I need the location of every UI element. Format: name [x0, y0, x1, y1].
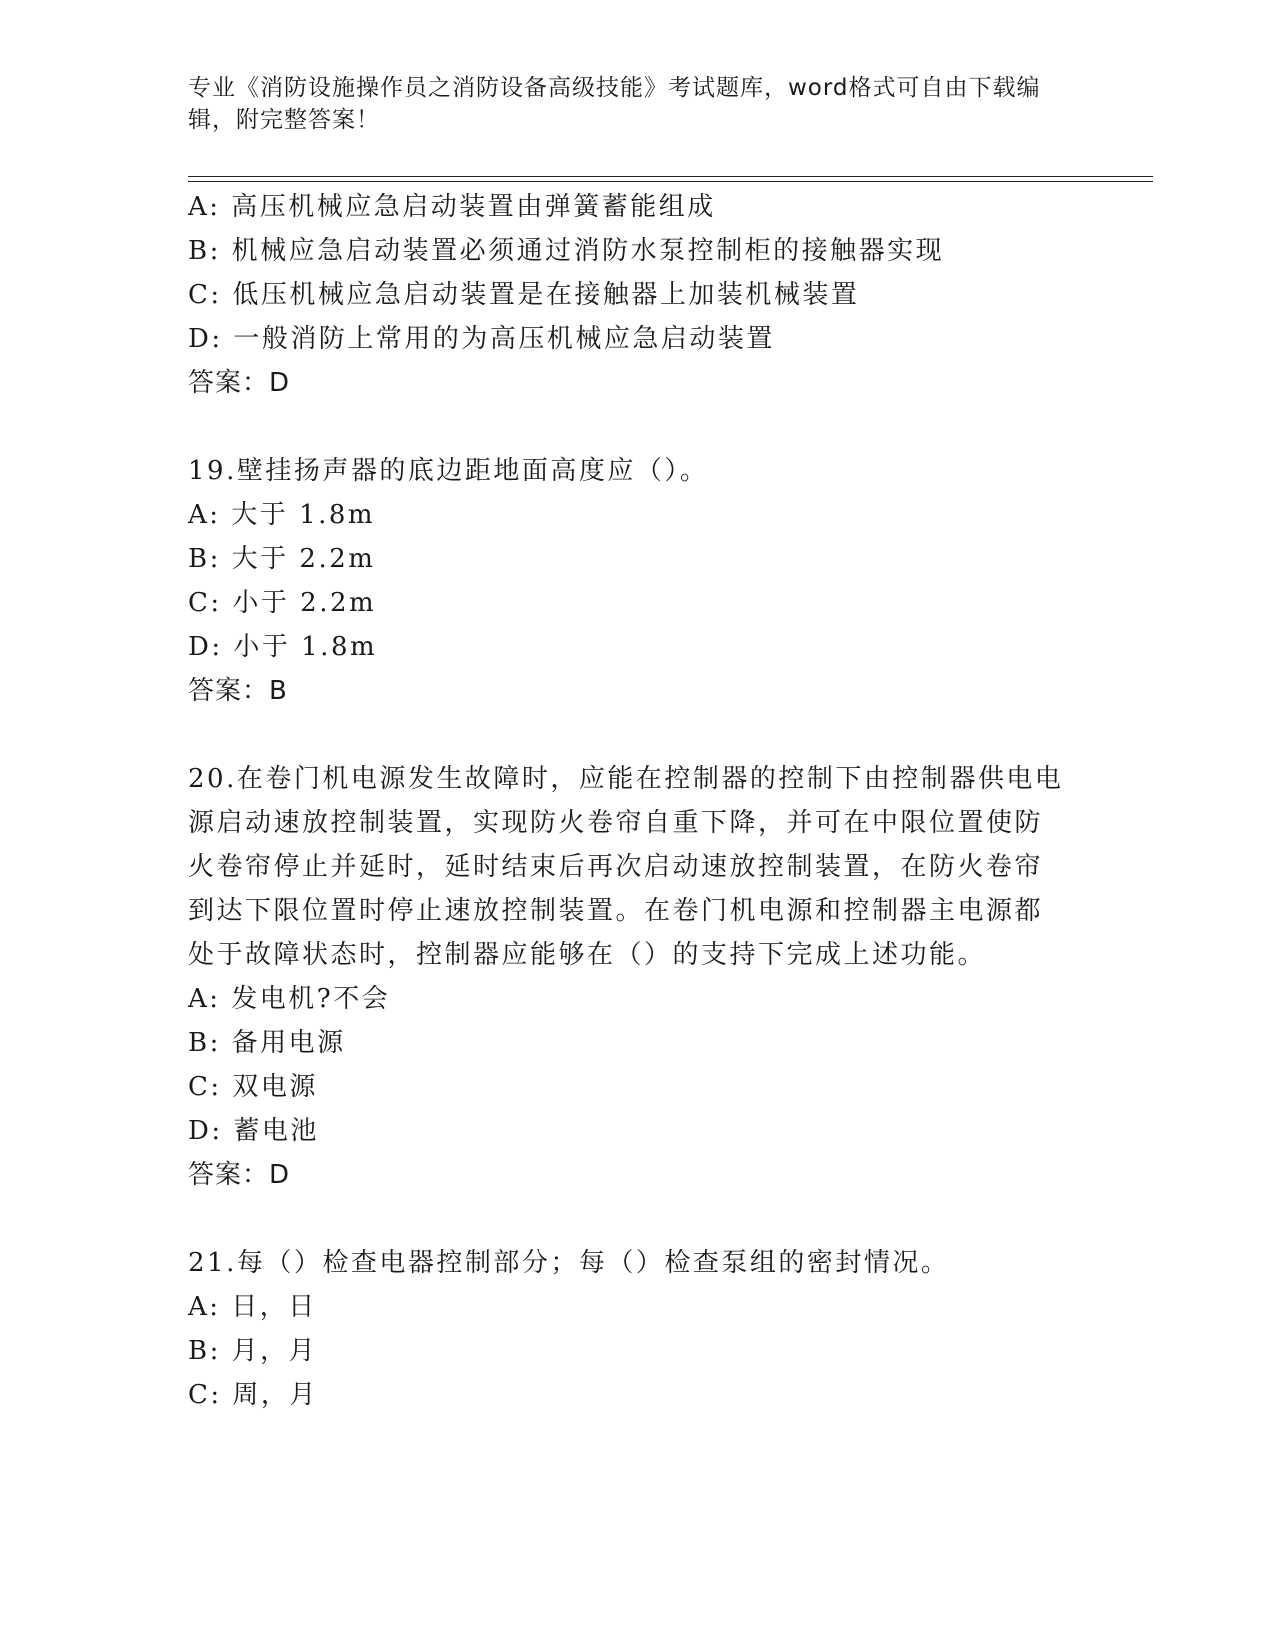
q21-option-b: B: 月，月	[188, 1336, 318, 1366]
q18-answer: 答案：D	[188, 368, 291, 398]
q18-option-b: B: 机械应急启动装置必须通过消防水泵控制柜的接触器实现	[188, 236, 945, 266]
q19-stem: 19.壁挂扬声器的底边距地面高度应（）。	[188, 456, 709, 486]
q21-option-c: C: 周，月	[188, 1380, 318, 1410]
q20-stem-line-1: 20.在卷门机电源发生故障时，应能在控制器的控制下由控制器供电电	[188, 764, 1064, 794]
q19-option-c: C: 小于 2.2m	[188, 588, 377, 618]
q18-option-a: A: 高压机械应急启动装置由弹簧蓄能组成	[188, 192, 716, 222]
q20-stem-line-2: 源启动速放控制装置，实现防火卷帘自重下降，并可在中限位置使防	[188, 808, 1044, 838]
q20-option-d: D: 蓄电池	[188, 1116, 319, 1146]
header-divider-top	[188, 176, 1153, 177]
q19-option-b: B: 大于 2.2m	[188, 544, 376, 574]
header-title-line-2: 辑，附完整答案！	[188, 107, 380, 133]
q18-option-c: C: 低压机械应急启动装置是在接触器上加装机械装置	[188, 280, 860, 310]
q20-stem-line-5: 处于故障状态时，控制器应能够在（）的支持下完成上述功能。	[188, 940, 987, 970]
q20-answer: 答案：D	[188, 1160, 291, 1190]
q21-stem: 21.每（）检查电器控制部分；每（）检查泵组的密封情况。	[188, 1248, 950, 1278]
q20-stem-line-4: 到达下限位置时停止速放控制装置。在卷门机电源和控制器主电源都	[188, 896, 1044, 926]
q20-option-b: B: 备用电源	[188, 1028, 346, 1058]
header-divider-bottom	[188, 181, 1153, 182]
q20-option-a: A: 发电机?不会	[188, 984, 391, 1014]
q19-answer: 答案：B	[188, 676, 288, 706]
q18-option-d: D: 一般消防上常用的为高压机械应急启动装置	[188, 324, 775, 354]
header-title-line-1: 专业《消防设施操作员之消防设备高级技能》考试题库，word格式可自由下载编	[188, 75, 1041, 101]
q19-option-d: D: 小于 1.8m	[188, 632, 378, 662]
q21-option-a: A: 日，日	[188, 1292, 317, 1322]
document-header	[188, 72, 1078, 136]
q20-option-c: C: 双电源	[188, 1072, 318, 1102]
q19-option-a: A: 大于 1.8m	[188, 500, 376, 530]
q20-stem-line-3: 火卷帘停止并延时，延时结束后再次启动速放控制装置，在防火卷帘	[188, 852, 1044, 882]
